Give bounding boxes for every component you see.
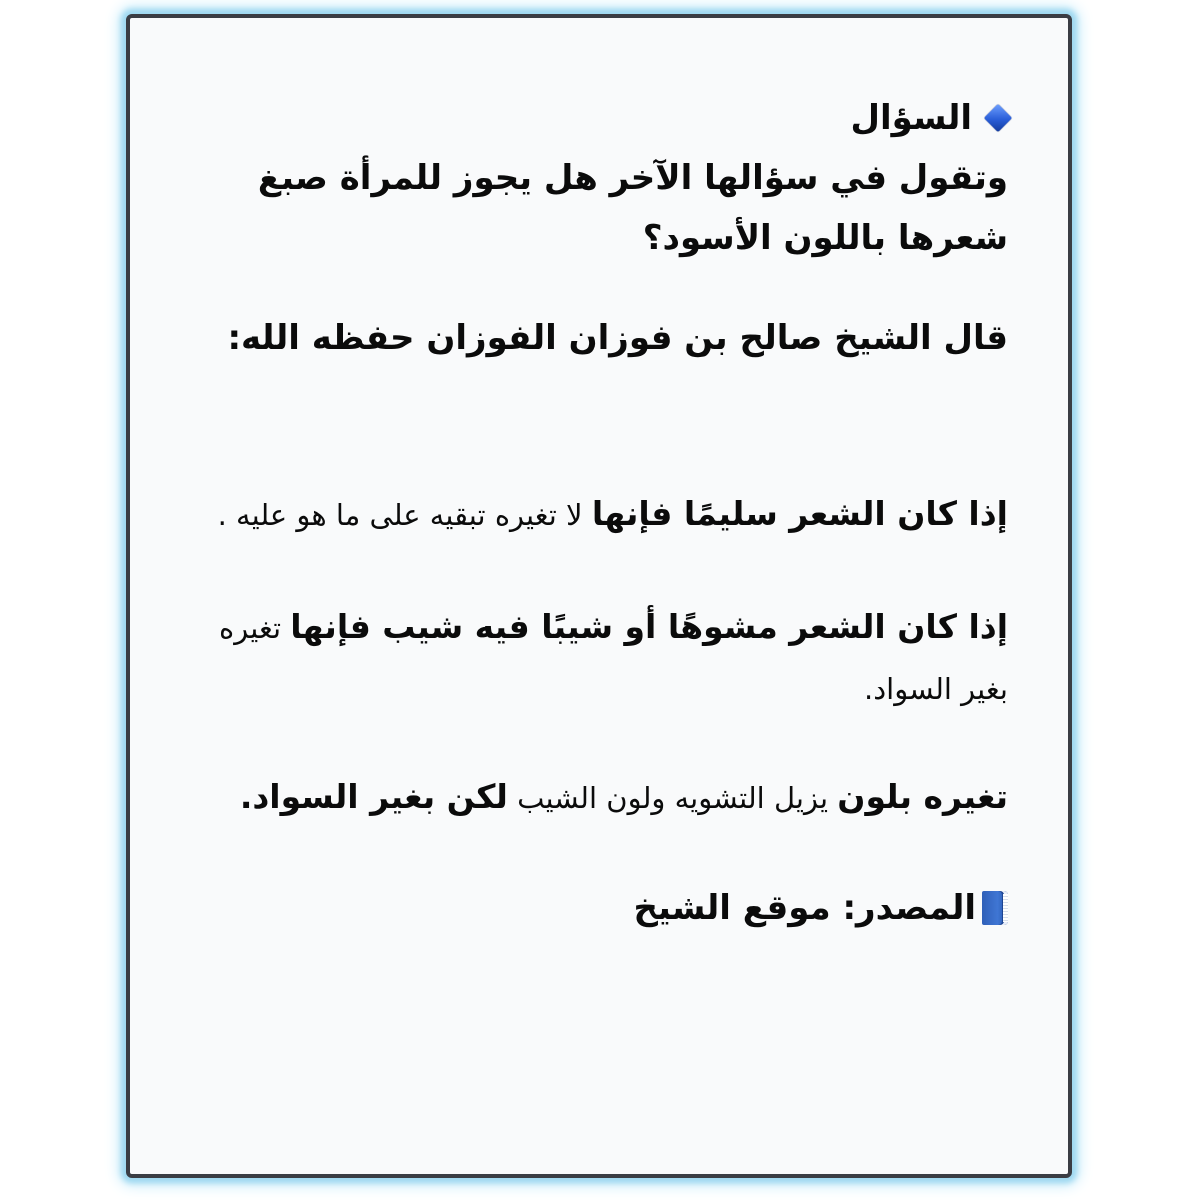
answer-3-normal: يزيل التشويه ولون الشيب [507,781,838,815]
source-text: المصدر: موقع الشيخ [633,888,976,928]
answer-2-bold: إذا كان الشعر مشوهًا أو شيبًا فيه شيب فإنها [290,607,1008,646]
answer-paragraph-3 [170,767,1008,828]
sheikh-line: قال الشيخ صالح بن فوزان الفوزان حفظه الله: [227,318,1008,358]
answer-paragraph-1 [170,484,1008,545]
answer-1-bold: إذا كان الشعر سليمًا فإنها [591,494,1008,533]
answer-paragraph-2 [170,597,1008,719]
answer-3-bold-end: لكن بغير السواد. [239,777,508,816]
answer-2-normal: تغيره بغير السواد. [219,611,1008,706]
question-heading [170,88,1008,148]
card-content [170,88,1008,938]
blue-diamond-icon [984,104,1012,132]
fatwa-card [126,14,1072,1178]
question-text: وتقول في سؤالها الآخر هل يجوز للمرأة صبغ شعرها باللون الأسود؟ [257,158,1008,258]
answer-3-bold-start: تغيره بلون [837,777,1008,816]
question-heading-label: السؤال [850,98,972,138]
answer-1-normal: لا تغيره تبقيه على ما هو عليه . [217,498,592,532]
source-line [170,878,1008,938]
blue-book-icon [982,891,1008,925]
